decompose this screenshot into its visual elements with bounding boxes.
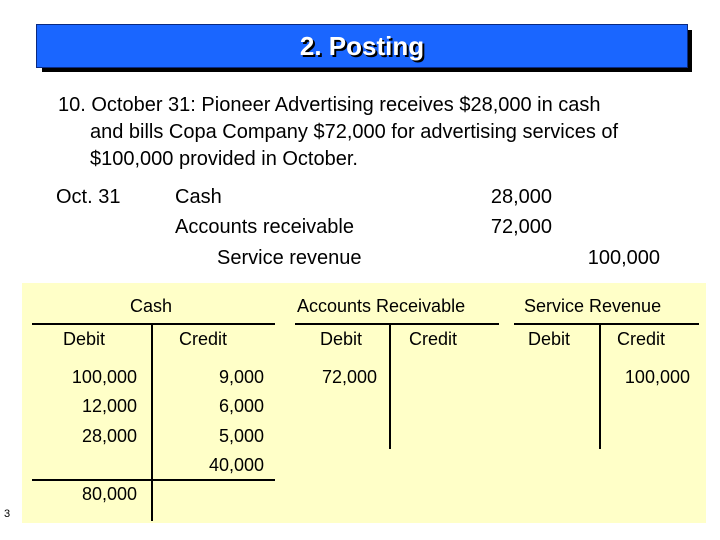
t-account-vline-revenue <box>599 325 601 449</box>
slide-number: 3 <box>4 508 11 520</box>
journal-date: Oct. 31 <box>56 186 121 208</box>
cash-credit-4: 40,000 <box>208 455 264 475</box>
t-account-hline-revenue <box>514 323 699 325</box>
journal-account-cash: Cash <box>175 186 222 208</box>
cash-total-line <box>32 479 275 481</box>
ar-credit-label: Credit <box>409 329 458 349</box>
problem-line-2: and bills Copa Company $72,000 for advertising services of <box>90 121 619 143</box>
cash-balance: 80,000 <box>81 484 137 504</box>
journal-account-revenue: Service revenue <box>217 247 362 269</box>
ar-debit-label: Debit <box>320 329 363 349</box>
cash-credit-2: 6,000 <box>218 396 264 416</box>
journal-debit-ar: 72,000 <box>490 216 552 238</box>
t-account-title-cash: Cash <box>130 296 173 316</box>
cash-credit-label: Credit <box>179 329 228 349</box>
revenue-credit-label: Credit <box>617 329 666 349</box>
cash-debit-3: 28,000 <box>81 426 137 446</box>
t-account-vline-ar <box>389 325 391 449</box>
journal-debit-cash: 28,000 <box>490 186 552 208</box>
problem-statement <box>58 92 698 173</box>
revenue-debit-label: Debit <box>528 329 571 349</box>
cash-debit-1: 100,000 <box>71 367 137 387</box>
cash-debit-label: Debit <box>63 329 106 349</box>
problem-line-1: 10. October 31: Pioneer Advertising receives $28,000 in cash <box>58 94 601 116</box>
revenue-credit-1: 100,000 <box>624 367 690 387</box>
journal-credit-revenue: 100,000 <box>587 247 660 269</box>
page-title: 2. Posting <box>299 30 425 61</box>
title-bar <box>36 24 688 68</box>
cash-credit-3: 5,000 <box>218 426 264 446</box>
t-account-hline-ar <box>295 323 499 325</box>
ar-debit-1: 72,000 <box>321 367 377 387</box>
journal-account-ar: Accounts receivable <box>175 216 354 238</box>
cash-debit-2: 12,000 <box>81 396 137 416</box>
cash-credit-1: 9,000 <box>218 367 264 387</box>
problem-line-3: $100,000 provided in October. <box>90 148 358 170</box>
ledger-panel <box>22 283 706 523</box>
t-account-vline-cash <box>151 325 153 521</box>
t-account-title-ar: Accounts Receivable <box>297 296 466 316</box>
t-account-hline-cash <box>32 323 275 325</box>
t-account-title-revenue: Service Revenue <box>524 296 662 316</box>
